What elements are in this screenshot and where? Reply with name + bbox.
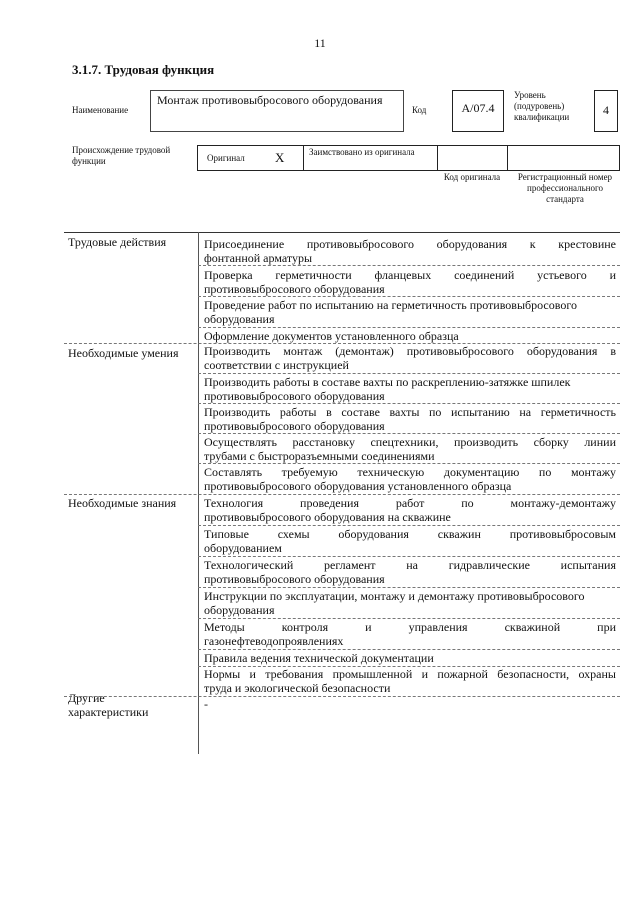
table-row: Типовые схемы оборудования скважин противовыбросовым оборудованием [204,527,616,555]
level-label: Уровень (подуровень) квалификации [514,90,570,122]
level-value-box [594,90,618,132]
code-value: А/07.4 [461,101,495,115]
function-table [64,232,620,754]
group-label-skills: Необходимые умения [68,346,179,360]
table-row: Правила ведения технической документации [204,651,434,665]
reg-number-caption: Регистрационный номер профессионального стандарта [517,172,613,204]
name-value-box [150,90,404,132]
group-label-knowledge: Необходимые знания [68,496,177,510]
table-row: Присоединение противовыбросового оборудования к крестовине фонтанной арматуры [204,237,616,265]
origin-label: Происхождение трудовой функции [72,145,171,166]
table-row: Производить работы в составе вахты по раскреплению-затяжке шпилек противовыбросового оборудования [204,375,571,403]
table-row: Составлять требуемую техническую документацию по монтажу противовыбросового оборудования установленного образца [204,465,616,493]
table-row: Производить монтаж (демонтаж) противовыбросового оборудования в соответствии с инструкцией [204,344,616,372]
code-label: Код [412,105,427,115]
table-row: Производить работы в составе вахты по испытанию на герметичность противовыбросового оборудования [204,405,616,433]
group-label-other: Другие характеристики [68,691,149,719]
borrowed-label: Заимствовано из оригинала [309,147,415,157]
original-mark: X [275,150,285,165]
page-number: 11 [314,36,326,50]
code-original-caption: Код оригинала [443,172,501,182]
name-label: Наименование [72,105,129,115]
section-title: 3.1.7. Трудовая функция [72,62,215,77]
table-row: - [204,697,208,711]
table-row: Технологический регламент на гидравлические испытания противовыбросового оборудования [204,558,616,586]
table-row: Технология проведения работ по монтажу-демонтажу противовыбросового оборудования на скважине [204,496,616,524]
name-value: Монтаж противовыбросового оборудования [157,93,383,107]
table-row: Осуществлять расстановку спецтехники, производить сборку линии трубами с быстроразъемными соединениями [204,435,616,463]
level-value: 4 [603,103,609,117]
table-row: Нормы и требования промышленной и пожарной безопасности, охраны труда и экологической безопасности [204,667,616,695]
table-row: Инструкции по эксплуатации, монтажу и демонтажу противовыбросового оборудования [204,589,585,617]
group-label-actions: Трудовые действия [68,235,167,249]
table-row: Методы контроля и управления скважиной при газонефтеводопроявлениях [204,620,616,648]
table-row: Оформление документов установленного образца [204,329,459,343]
original-label: Оригинал [207,153,245,163]
code-value-box [452,90,504,132]
table-row: Проверка герметичности фланцевых соединений устьевого и противовыбросового оборудования [204,268,616,296]
table-row: Проведение работ по испытанию на герметичность противовыбросового оборудования [204,298,577,326]
origin-row [197,145,620,171]
